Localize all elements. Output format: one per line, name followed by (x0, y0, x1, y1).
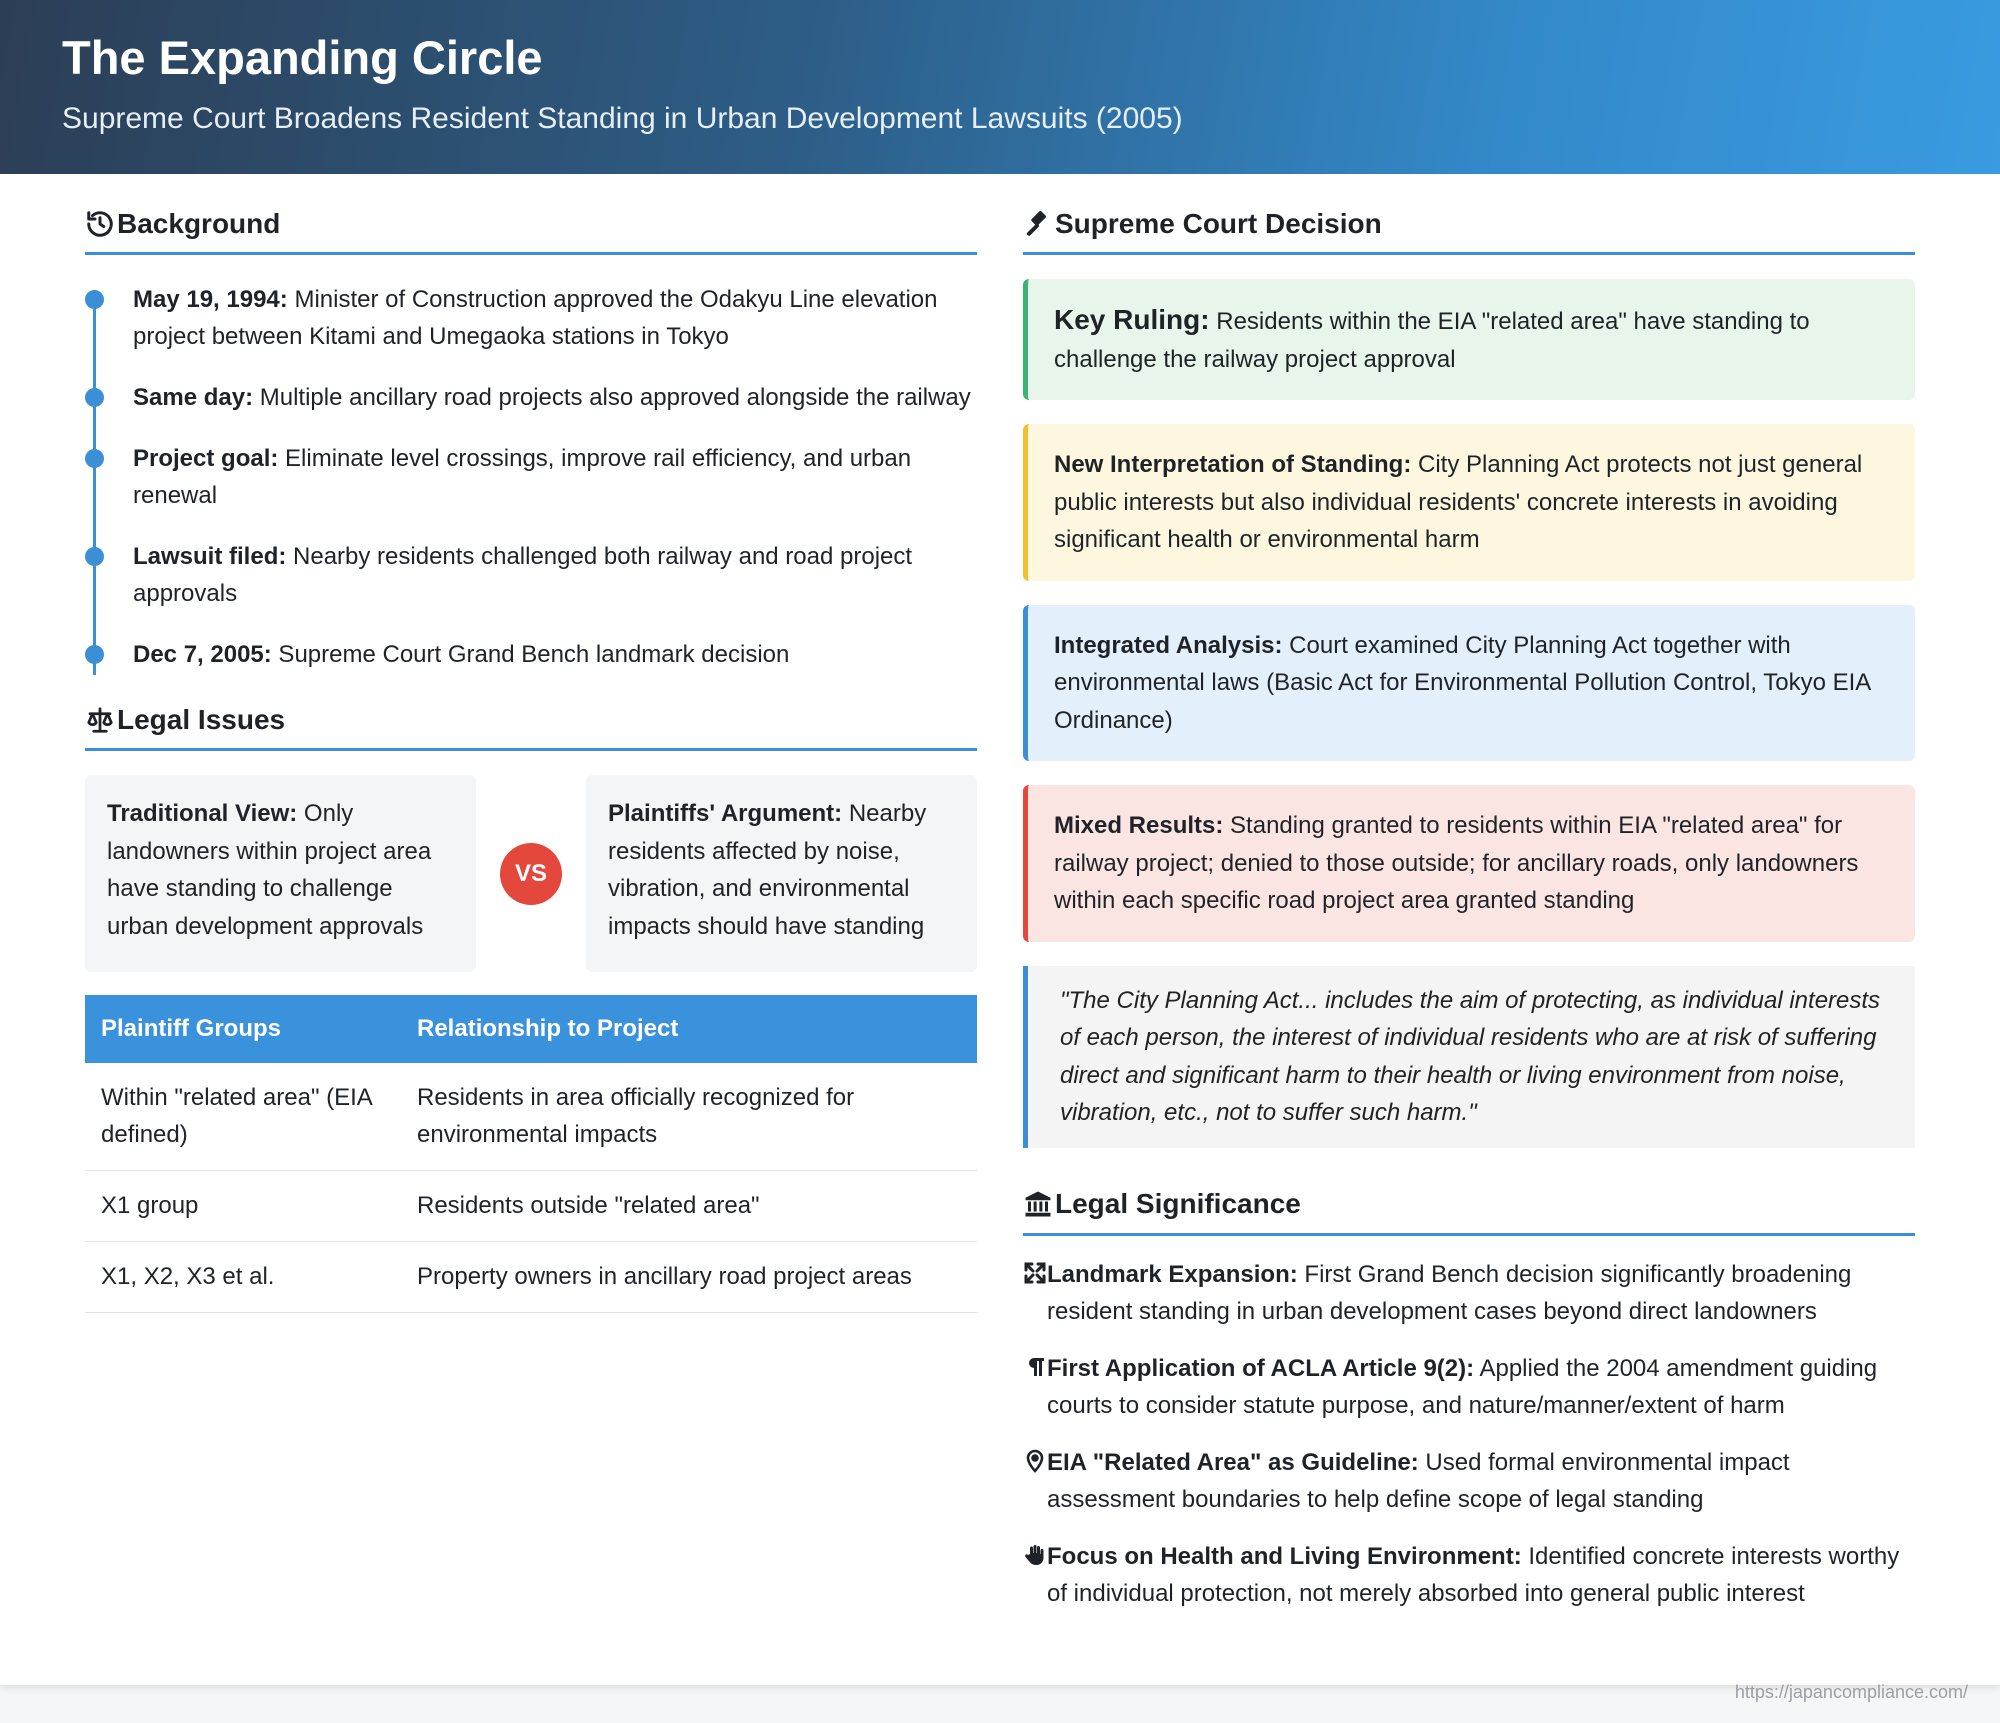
table-cell: Residents in area officially recognized for environmental impacts (401, 1063, 977, 1170)
timeline-dot (85, 645, 104, 664)
significance-label: First Application of ACLA Article 9(2): (1047, 1354, 1475, 1382)
expand-icon (1023, 1261, 1047, 1285)
header-banner (0, 0, 2000, 174)
scale-icon (85, 705, 115, 735)
table-header-cell: Plaintiff Groups (85, 995, 401, 1063)
integrated-analysis-text: Court examined City Planning Act together with environmental laws (Basic Act for Environmental Pollution Control, Tokyo EIA Ordinance) (1054, 631, 1870, 734)
court-quote: "The City Planning Act... includes the aim of protecting, as individual interests of each person, the interest of individual residents who are at risk of suffering direct and significant harm to their health or living environment from noise, vibration, etc., not to suffer such harm." (1023, 966, 1915, 1148)
timeline-dot (85, 449, 104, 468)
timeline-item (133, 636, 977, 673)
significance-label: Focus on Health and Living Environment: (1047, 1542, 1522, 1570)
table-header-row (85, 995, 977, 1063)
timeline-item (133, 440, 977, 514)
new-interpretation-card (1023, 424, 1915, 581)
significance-label: Landmark Expansion: (1047, 1260, 1298, 1288)
table-header-cell: Relationship to Project (401, 995, 977, 1063)
legal-issues-heading (85, 701, 977, 751)
significance-title: Legal Significance (1055, 1188, 1301, 1219)
decision-title: Supreme Court Decision (1055, 207, 1382, 239)
significance-item (1023, 1444, 1915, 1519)
timeline-line (93, 299, 96, 675)
significance-item (1023, 1350, 1915, 1425)
page-title: The Expanding Circle (62, 31, 543, 84)
traditional-view-label: Traditional View: (107, 800, 298, 827)
significance-text: Used formal environmental impact assessment boundaries to help define scope of legal standing (1047, 1448, 1790, 1513)
timeline-label: Project goal: (133, 445, 279, 472)
table-cell: Residents outside "related area" (401, 1170, 977, 1241)
timeline-item (133, 281, 977, 355)
key-ruling-card (1023, 279, 1915, 400)
background-heading (85, 205, 977, 255)
history-icon (85, 209, 115, 239)
significance-text: Identified concrete interests worthy of individual protection, not merely absorbed into general public interest (1047, 1542, 1900, 1607)
hand-icon (1023, 1543, 1047, 1567)
timeline-dot (85, 547, 104, 566)
timeline-dot (85, 290, 104, 309)
timeline-item (133, 379, 977, 416)
mixed-results-card (1023, 785, 1915, 942)
significance-text: Applied the 2004 amendment guiding courts to consider statute purpose, and nature/manner/extent of harm (1047, 1354, 1878, 1419)
plaintiffs-argument-box (586, 775, 977, 972)
timeline-label: Dec 7, 2005: (133, 641, 272, 668)
background-timeline (85, 281, 977, 673)
table-cell: Property owners in ancillary road project areas (401, 1241, 977, 1312)
vs-wrapper (476, 843, 586, 905)
timeline-text: Multiple ancillary road projects also approved alongside the railway (253, 384, 971, 411)
timeline-label: May 19, 1994: (133, 286, 288, 313)
plaintiffs-argument-text: Nearby residents affected by noise, vibration, and environmental impacts should have standing (608, 800, 927, 940)
table-cell: X1 group (85, 1170, 401, 1241)
key-ruling-label: Key Ruling: (1054, 304, 1210, 335)
views-comparison (85, 775, 977, 972)
table-cell: X1, X2, X3 et al. (85, 1241, 401, 1312)
timeline-text: Supreme Court Grand Bench landmark decision (271, 641, 790, 668)
timeline-text: Eliminate level crossings, improve rail efficiency, and urban renewal (133, 445, 912, 509)
vs-badge: VS (500, 843, 562, 905)
timeline-item (133, 538, 977, 612)
timeline-label: Lawsuit filed: (133, 543, 287, 570)
plaintiff-groups-table (85, 995, 977, 1313)
traditional-view-text: Only landowners within project area have standing to challenge urban development approvals (107, 800, 432, 940)
map-pin-icon (1023, 1449, 1047, 1473)
significance-label: EIA "Related Area" as Guideline: (1047, 1448, 1419, 1476)
table-row (85, 1063, 977, 1170)
footer-url[interactable]: https://japancompliance.com/ (1734, 1682, 1968, 1702)
page-subtitle: Supreme Court Broadens Resident Standing in Urban Development Lawsuits (2005) (62, 102, 1183, 135)
significance-item (1023, 1256, 1915, 1331)
table-row (85, 1241, 977, 1312)
plaintiffs-argument-label: Plaintiffs' Argument: (608, 800, 843, 827)
left-column (85, 205, 977, 1313)
significance-item (1023, 1538, 1915, 1613)
mixed-results-label: Mixed Results: (1054, 812, 1224, 839)
landmark-icon (1023, 1189, 1053, 1219)
table-row (85, 1170, 977, 1241)
gavel-icon (1023, 209, 1053, 239)
mixed-results-text: Standing granted to residents within EIA "related area" for railway project; denied to those outside; for ancillary roads, only landowners within each specific road project area granted standing (1054, 812, 1859, 914)
new-interpretation-label: New Interpretation of Standing: (1054, 451, 1412, 478)
traditional-view-box (85, 775, 476, 972)
timeline-text: Minister of Construction approved the Odakyu Line elevation project between Kitami and Umegaoka stations in Tokyo (133, 286, 938, 350)
new-interpretation-text: City Planning Act protects not just general public interests but also individual residents' concrete interests in avoiding significant health or environmental harm (1054, 451, 1863, 553)
key-ruling-text: Residents within the EIA "related area" have standing to challenge the railway project approval (1054, 308, 1810, 373)
background-title: Background (117, 207, 281, 239)
integrated-analysis-label: Integrated Analysis: (1054, 631, 1283, 659)
table-cell: Within "related area" (EIA defined) (85, 1063, 401, 1170)
integrated-analysis-card (1023, 605, 1915, 762)
legal-issues-title: Legal Issues (117, 703, 286, 735)
timeline-text: Nearby residents challenged both railway and road project approvals (133, 543, 913, 607)
significance-list (1023, 1256, 1915, 1613)
paragraph-icon (1023, 1355, 1047, 1379)
timeline-dot (85, 388, 104, 407)
significance-text: First Grand Bench decision significantly broadening resident standing in urban development cases beyond direct landowners (1047, 1260, 1852, 1325)
significance-heading (1023, 1186, 1915, 1236)
timeline-label: Same day: (133, 384, 254, 411)
right-column (1023, 205, 1915, 1632)
decision-heading (1023, 205, 1915, 255)
